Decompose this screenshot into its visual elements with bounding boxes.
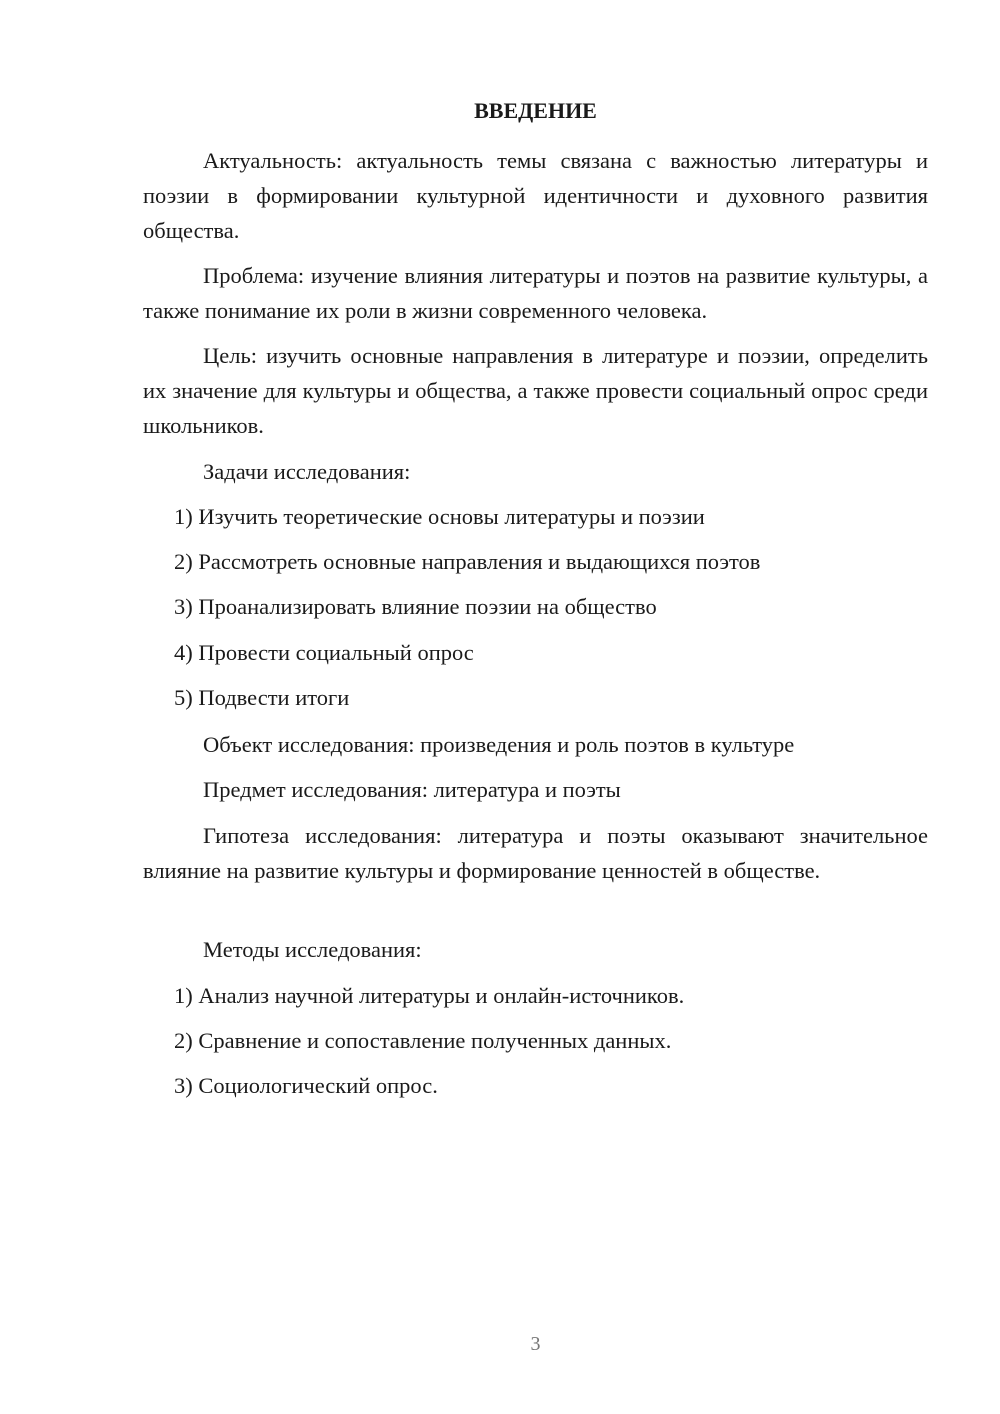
method-item-1: 1) Анализ научной литературы и онлайн-источников.	[174, 983, 685, 1008]
task-item-5: 5) Подвести итоги	[174, 685, 350, 710]
task-item-1: 1) Изучить теоретические основы литературы и поэзии	[174, 504, 705, 529]
method-item-3: 3) Социологический опрос.	[174, 1073, 438, 1098]
document-page	[143, 0, 928, 1414]
methods-heading: Методы исследования:	[203, 937, 422, 962]
relevance-paragraph: Актуальность: актуальность темы связана с важностью литературы и поэзии в формировании культурной идентичности и духовного развития общества.	[143, 148, 928, 243]
page-title: ВВЕДЕНИЕ	[474, 98, 597, 123]
problem-paragraph: Проблема: изучение влияния литературы и поэтов на развитие культуры, а также понимание их роли в жизни современного человека.	[143, 263, 928, 323]
method-item-2: 2) Сравнение и сопоставление полученных данных.	[174, 1028, 672, 1053]
task-item-3: 3) Проанализировать влияние поэзии на общество	[174, 594, 657, 619]
goal-paragraph: Цель: изучить основные направления в литературе и поэзии, определить их значение для культуры и общества, а также провести социальный опрос среди школьников.	[143, 343, 928, 438]
task-item-2: 2) Рассмотреть основные направления и выдающихся поэтов	[174, 549, 761, 574]
page-number: 3	[530, 1333, 541, 1355]
tasks-heading: Задачи исследования:	[203, 459, 411, 484]
task-item-4: 4) Провести социальный опрос	[174, 640, 474, 665]
hypothesis-paragraph: Гипотеза исследования: литература и поэты оказывают значительное влияние на развитие культуры и формирование ценностей в обществе.	[143, 823, 928, 883]
subject-line: Предмет исследования: литература и поэты	[203, 777, 621, 802]
object-line: Объект исследования: произведения и роль поэтов в культуре	[203, 732, 795, 757]
